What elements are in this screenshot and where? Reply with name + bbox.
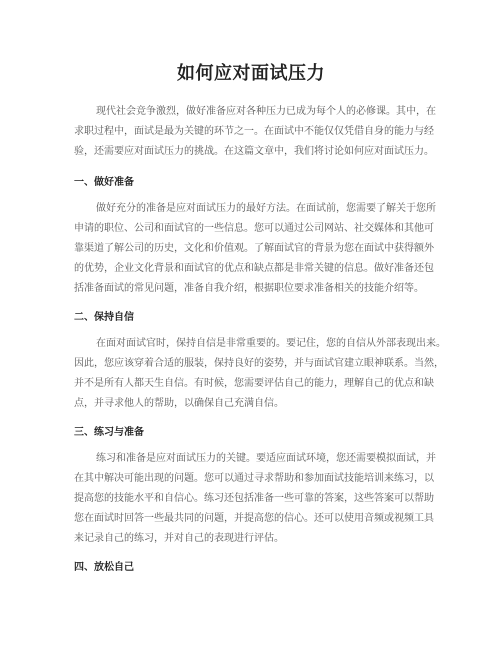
section-heading-relax: 四、放松自己 xyxy=(74,562,134,573)
text-line: 验，还需要应对面试压力的挑战。在这篇文章中，我们将讨论如何应对面试压力。 xyxy=(74,146,434,157)
text-line: 括准备面试的常见问题，准备自我介绍，根据职位要求准备相关的技能介绍等。 xyxy=(74,283,424,294)
text-line: 的优势，企业文化背景和面试官的优点和缺点都是非常关键的信息。做好准备还包 xyxy=(74,263,434,274)
text-line: 求职过程中，面试是最为关键的环节之一。在面试中不能仅仅凭借自身的能力与经 xyxy=(74,126,434,137)
section-heading-practice: 三、练习与准备 xyxy=(74,427,144,438)
page-title: 如何应对面试压力 xyxy=(177,63,325,84)
section-paragraph-confidence xyxy=(74,334,446,414)
text-line: 练习和准备是应对面试压力的关键。要适应面试环境，您还需要模拟面试，并 xyxy=(96,453,436,464)
text-line: 并不是所有人都天生自信。有时候，您需要评估自己的能力，理解自己的优点和缺 xyxy=(74,378,434,389)
text-line: 在其中解决可能出现的问题。您可以通过寻求帮助和参加面试技能培训来练习，以 xyxy=(74,473,434,484)
text-line: 因此，您应该穿着合适的服装，保持良好的姿势，并与面试官建立眼神联系。当然， xyxy=(74,358,444,369)
text-line: 申请的职位、公司和面试官的一些信息。您可以通过公司网站、社交媒体和其他可 xyxy=(74,223,434,234)
section-heading-preparation: 一、做好准备 xyxy=(74,177,134,188)
text-line: 现代社会竞争激烈，做好准备应对各种压力已成为每个人的必修课。其中，在 xyxy=(96,106,436,117)
section-paragraph-practice xyxy=(74,449,436,549)
section-heading-confidence: 二、保持自信 xyxy=(74,312,134,323)
text-line: 在面对面试官时，保持自信是非常重要的。要记住，您的自信从外部表现出来。 xyxy=(96,338,446,349)
section-paragraph-preparation xyxy=(74,199,436,299)
text-line: 靠渠道了解公司的历史，文化和价值观。了解面试官的背景为您在面试中获得额外 xyxy=(74,243,434,254)
text-line: 提高您的技能水平和自信心。练习还包括准备一些可靠的答案，这些答案可以帮助 xyxy=(74,493,434,504)
text-line: 做好充分的准备是应对面试压力的最好方法。在面试前，您需要了解关于您所 xyxy=(96,203,436,214)
text-line: 来记录自己的练习，并对自己的表现进行评估。 xyxy=(74,533,284,544)
text-line: 点，并寻求他人的帮助，以确保自己充满自信。 xyxy=(74,398,284,409)
intro-paragraph xyxy=(74,102,436,162)
text-line: 您在面试时回答一些最共同的问题，并提高您的信心。还可以使用音频或视频工具 xyxy=(74,513,434,524)
